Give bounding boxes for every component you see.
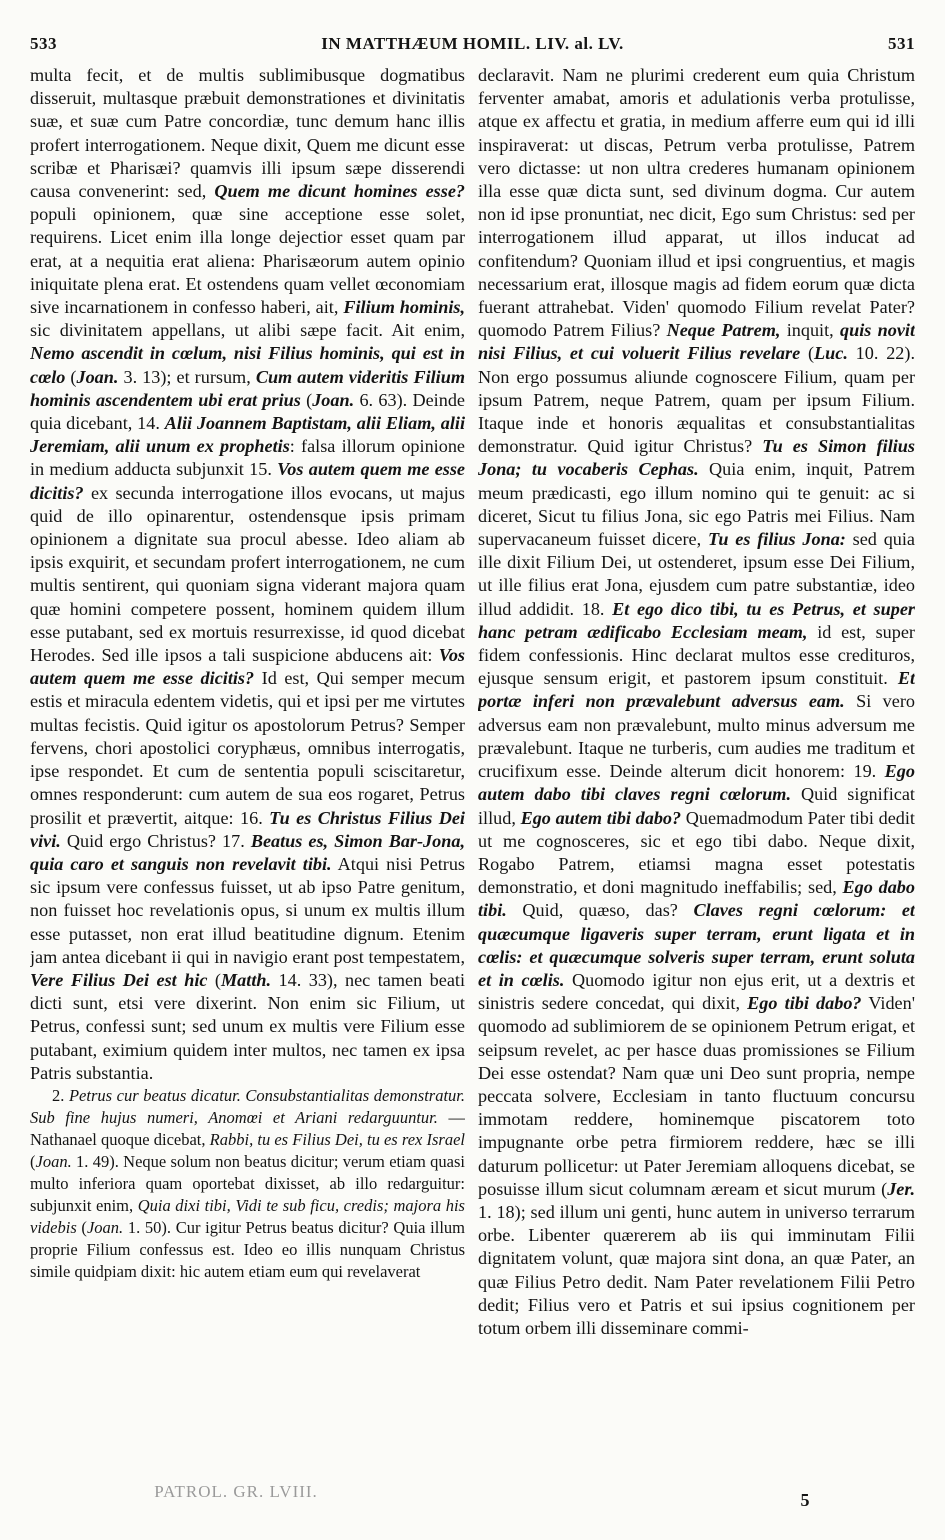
- text-run: 14. 33), nec tamen beati dicti sunt, etsi vere dixerint. Non enim sic Filium, ut Petrus, confessi sunt; sed unum ex multis vere Filium esse putabant, eximium quidem inter multos, nec tamen ex ipsa Patris substantia.: [30, 969, 465, 1083]
- text-run: quis novit nisi Filius, et cui voluerit Filius revelare: [478, 320, 915, 364]
- text-run: declaravit. Nam ne plurimi crederent eum quia Christum ferventer amabat, amoris et adulationis verba protulisse, atque ex affectu et gratia, in medium afferre eum qui id illi inspiraverat: ut discas, Petrum verba protulisse, Patrem vero dictasse: ut non ultra crederes humanam opinionem illa esse quæ dicta sunt, sed divinum dogma. Cur autem non id ipse pronuntiat, nec dicit, Ego sum Christus: sed per interrogationem illud apparat, ut illos inducat ad confitendum? Quoniam illud et ipsi congruentius, et magis necessarium erat, illosque magis ad fidem eorum quæ dicta fuerant attrahebat. Viden' quomodo Filium revelat Pater? quomodo Patrem Filius?: [478, 65, 915, 341]
- text-run: Et ego dico tibi, tu es Petrus, et super hanc petram ædificabo Ecclesiam meam,: [478, 598, 915, 642]
- text-run: multa fecit, et de multis sublimibusque dogmatibus disseruit, multasque præbuit demonstrationes et divinitatis suæ, et suæ cum Patre concordiæ, tunc demum hanc illis profert interrogationem. Neque dixit, Quem me dicunt esse scribæ et Pharisæi? quamvis illi ipsum sæpe disserendi causa convenerint: sed,: [30, 65, 465, 202]
- text-run: sic divinitatem appellans, ut alibi sæpe facit. Ait enim,: [30, 320, 465, 341]
- text-run: (: [65, 366, 77, 387]
- page-number-right: 531: [888, 34, 915, 53]
- text-run: : falsa illorum opinione in medium adducta subjunxit 15.: [30, 436, 465, 480]
- text-run: 6. 63). Deinde quia dicebant, 14.: [30, 389, 465, 434]
- text-run: 1. 18); sed illum uni genti, hunc autem in universo terrarum orbe. Libenter quærerem ab iis qui imminutam Filii dignitatem volunt, quæ majora sint dona, an quæ Pater, an quæ Filius Petro dedit. Nam Pater revelationem Filii Petro dedit; Filius vero et Patris et sui ipsius cognitionem per totum orbem illi disseminare commi-: [478, 1201, 915, 1338]
- text-run: populi opinionem, quæ sine acceptione esse solet, requirens. Licet enim illa longe dejectior esset quam par erat, at a nequitia erat aliena: Pharisæorum autem opinio iniquitate plena erat. Et ostendens quam vellet œconomiam sive incarnationem in confesso haberi, ait,: [30, 204, 465, 318]
- left-paragraph-1: [30, 64, 465, 1085]
- right-paragraph-1: [478, 64, 915, 1340]
- section-summary-paragraph: [30, 1085, 465, 1283]
- text-run: Joan.: [76, 366, 119, 387]
- text-run: (: [300, 389, 313, 410]
- text-run: (: [30, 1151, 36, 1171]
- text-run: Ego autem tibi dabo?: [520, 807, 682, 828]
- text-run: Joan.: [312, 389, 355, 410]
- text-run: Id est, Qui semper mecum estis et miracula edentem videtis, qui et ipsi per me virtutes multas fecistis. Quid igitur os apostolorum Petrus? Semper fervens, chori apostolici coryphæus, omnibus interrogatis, ipse respondet. Et cum de sententia populi sciscitaretur, omnes responderunt: cum autem de sua eos rogaret, Petrus prosilit et prævertit, aitque: 16.: [30, 668, 465, 828]
- text-run: Quid significat illud,: [478, 784, 915, 828]
- text-run: Luc.: [814, 343, 848, 364]
- text-run: Viden' quomodo ad sublimiorem de se opinionem Petrum erigat, et seipsum revelet, ac per hasce duas promissiones se Filium Dei esse ostendat? Nam quæ uni Deo sunt propria, nempe peccata solvere, Ecclesiam in tanto fluctuum concursu immotam reddere, hominemque piscatorem toto impugnante orbe petra firmiorem reddere, hæc se illi daturum pollicetur: ut Pater Jeremiam alloquens dicebat, se posuisse illum sicut columnam æream et sicut murum (: [478, 993, 915, 1199]
- text-run: (: [207, 969, 221, 990]
- text-run: Vere Filius Dei est hic: [30, 969, 208, 990]
- text-run: Cum autem videritis Filium hominis ascendentem ubi erat prius: [30, 366, 465, 410]
- text-run: Tu es Christus Filius Dei vivi.: [30, 807, 465, 851]
- text-run: Quid, quæso, das?: [506, 900, 694, 921]
- text-run: Si vero adversus eam non prævalebunt, multo minus adversum me prævalebunt. Itaque ne turberis, cum audies me traditum et crucifixum esse. Deinde alterum dicit honorem: 19.: [478, 691, 915, 782]
- right-column: [478, 64, 915, 1504]
- text-run: 1. 50). Cur igitur Petrus beatus dicitur? Quia illum proprie Filium confessus est. Ideo eo illis nunquam Christus simile quidpiam dixit: hic autem etiam eum qui revelaverat: [30, 1217, 465, 1281]
- text-run: Vos autem quem me esse dicitis?: [30, 459, 465, 503]
- text-run: Ego autem dabo tibi claves regni cœlorum.: [478, 761, 915, 805]
- signature-mark: PATROL. GR. LVIII.: [154, 1482, 318, 1501]
- sheet-number: 5: [800, 1490, 810, 1510]
- text-run: Nemo ascendit in cœlum, nisi Filius hominis, qui est in cœlo: [30, 343, 465, 387]
- text-run: Ego dabo tibi.: [478, 877, 915, 921]
- text-run: — Nathanael quoque dicebat,: [30, 1107, 465, 1149]
- text-run: Joan.: [35, 1151, 72, 1171]
- text-run: Vos autem quem me esse dicitis?: [30, 645, 465, 689]
- text-run: Neque Patrem,: [666, 320, 781, 341]
- text-run: Rabbi, tu es Filius Dei, tu es rex Israel: [209, 1129, 465, 1149]
- text-run: Tu es Simon filius Jona; tu vocaberis Cephas.: [478, 436, 915, 480]
- text-run: Quia enim, inquit, Patrem meum prædicasti, ego illum nomino qui te genuit: ac si diceret, Sicut tu filius Jona, sic ego Patris mei Filius. Nam supervacaneum fuisset dicere,: [478, 459, 915, 550]
- page-number-left: 533: [30, 34, 57, 53]
- left-column: [30, 64, 465, 1504]
- text-run: Filium hominis,: [343, 297, 465, 318]
- text-run: Joan.: [86, 1217, 124, 1237]
- text-run: ex secunda interrogatione illos evocans, ut majus quid de illo opinarentur, ostendensque ipsis primam opinionem a dignitate sua procul abesse. Ideo aliam ab ipsis exquirit, et secundam profert interrogationem, ne cum multis sentirent, qui quoniam signa viderant majora quam quæ homini competere possent, hominem quidem illum esse putabant, sed ex mortuis resurrexisse, id quod dicebat Herodes. Sed ille ipsos a tali suspicione abducens ait:: [30, 482, 465, 666]
- text-run: Ego tibi dabo?: [747, 993, 862, 1014]
- text-run: Et portæ inferi non prævalebunt adversus eam.: [478, 668, 915, 712]
- text-run: inquit,: [780, 320, 840, 341]
- text-run: id est, super fidem confessionis. Hinc declarat multos esse credituros, ejusque sensum erigit, et pastorem ipsum constituit.: [478, 621, 915, 689]
- text-run: 1. 49). Neque solum non beatus dicitur; verum etiam quasi multo inferiora quam oportebat dixisset, ab illo redarguitur: subjunxit enim,: [30, 1151, 465, 1215]
- text-run: 3. 13); et rursum,: [118, 366, 256, 387]
- running-header: [30, 34, 915, 60]
- text-run: 2.: [52, 1085, 69, 1105]
- text-run: (: [800, 343, 815, 364]
- running-title: IN MATTHÆUM HOMIL. LIV. al. LV.: [321, 34, 624, 53]
- text-run: Atqui nisi Petrus sic ipsum vere confessus fuisset, ut ab ipso Patre genitum, non fuisset hoc revelationis opus, si unum ex multis illum esse putasset, non erat illud beatitudine dignum. Etenim jam antea dicebant ii qui in navigio erant post tempestatem,: [30, 853, 465, 967]
- text-run: Quid ergo Christus? 17.: [60, 830, 251, 851]
- text-run: Matth.: [221, 969, 272, 990]
- text-run: Quomodo igitur non ejus erit, ut a dextris et sinistris sedere concedat, qui dixit,: [478, 969, 915, 1014]
- text-run: (: [76, 1217, 87, 1237]
- text-run: Petrus cur beatus dicatur. Consubstantialitas demonstratur. Sub fine hujus numeri, Anomœi et Ariani redarguuntur.: [30, 1085, 465, 1127]
- text-run: Beatus es, Simon Bar-Jona, quia caro et sanguis non revelavit tibi.: [30, 830, 465, 874]
- text-run: 10. 22). Non ergo possumus aliunde cognoscere Filium, quam per ipsum Patrem, neque Patrem, quam per ipsum Filium. Itaque inde et honoris æqualitas et consubstantialitas demonstratur. Quid igitur Christus?: [478, 343, 915, 457]
- text-run: Tu es filius Jona:: [707, 529, 846, 550]
- text-run: sed quia ille dixit Filium Dei, ut ostenderet, ipsum esse Dei Filium, ut ille filius erat Jona, ejusdem cum patre substantiæ, ideo illud addidit. 18.: [478, 529, 915, 619]
- text-run: Quemadmodum Pater tibi dedit ut me cognosceres, sic et ego tibi dabo. Neque dixit, Rogabo Patrem, etiamsi magna esset potestatis demonstratio, et doni magnitudo ineffabilis; sed,: [478, 807, 915, 898]
- text-run: Claves regni cœlorum: et quæcumque ligaveris super terram, erunt ligata et in cœlis: et quæcumque solveris super terram, erunt soluta et in cœlis.: [478, 900, 915, 990]
- text-run: Quia dixi tibi, Vidi te sub ficu, credis; majora his videbis: [30, 1195, 465, 1237]
- text-run: Quem me dicunt homines esse?: [214, 181, 465, 202]
- text-run: Alii Joannem Baptistam, alii Eliam, alii Jeremiam, alii unum ex prophetis: [30, 413, 465, 457]
- text-run: Jer.: [887, 1178, 915, 1199]
